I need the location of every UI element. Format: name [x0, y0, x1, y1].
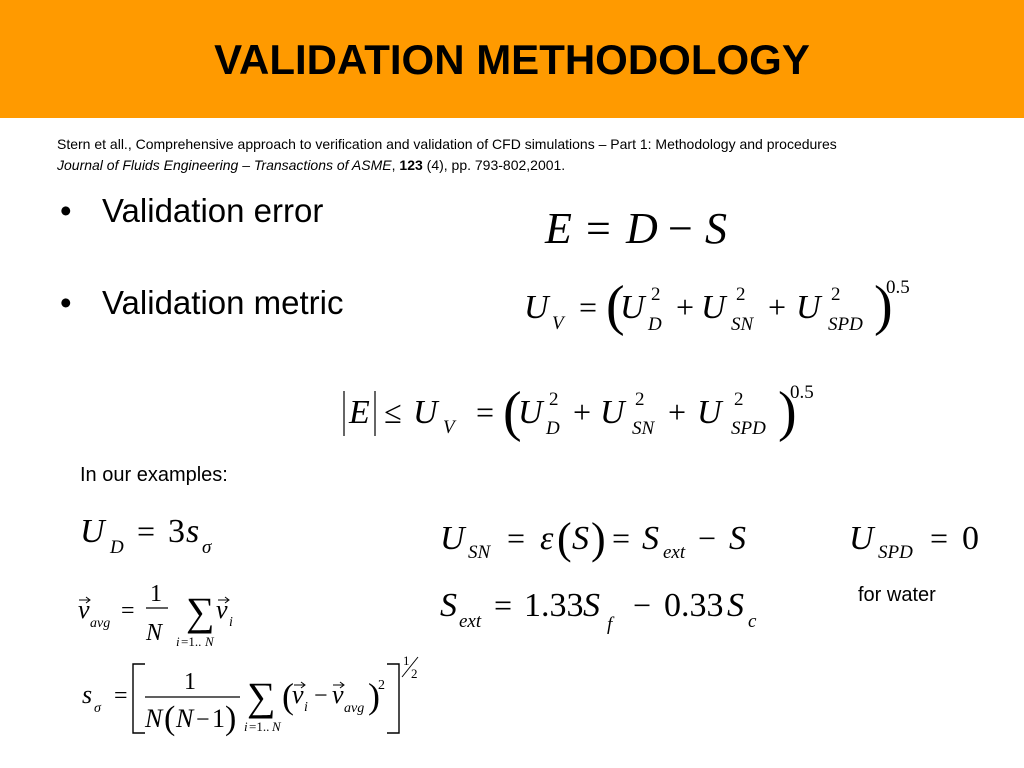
- svg-text:2: 2: [734, 389, 744, 410]
- svg-text:S: S: [440, 587, 457, 624]
- equation-validation-error: [544, 204, 727, 253]
- svg-text:): ): [225, 700, 237, 737]
- equation-validation-criterion: [344, 381, 814, 443]
- svg-text:SN: SN: [468, 542, 491, 563]
- svg-text:U: U: [697, 394, 722, 431]
- svg-text:E: E: [545, 204, 572, 253]
- svg-text:v: v: [292, 680, 304, 709]
- svg-text:−: −: [633, 587, 652, 623]
- svg-text:S: S: [705, 204, 727, 253]
- svg-text:=1..: =1..: [181, 634, 202, 649]
- svg-text:=: =: [121, 598, 135, 624]
- svg-text:=: =: [114, 683, 128, 709]
- svg-text:0.5: 0.5: [790, 382, 814, 403]
- svg-text:+: +: [668, 394, 687, 430]
- bullet-label: Validation metric: [102, 284, 344, 321]
- svg-text:V: V: [552, 313, 564, 334]
- equation-ud: [80, 513, 212, 558]
- equation-sext: [440, 587, 757, 635]
- svg-text:−: −: [698, 520, 717, 556]
- journal-volume: 123: [399, 157, 423, 173]
- svg-text:U: U: [440, 520, 465, 557]
- svg-text:): ): [778, 381, 797, 443]
- svg-text:v: v: [216, 595, 228, 624]
- svg-text:f: f: [607, 614, 613, 635]
- svg-text:≤: ≤: [384, 394, 402, 430]
- svg-text:σ: σ: [202, 537, 212, 558]
- for-water-note: for water: [858, 584, 936, 606]
- svg-text:−: −: [196, 707, 210, 733]
- svg-text:1: 1: [184, 669, 196, 695]
- svg-text:σ: σ: [94, 701, 101, 716]
- svg-text:∑: ∑: [247, 674, 276, 719]
- equation-validation-metric: [524, 275, 910, 337]
- equation-ssigma: [82, 653, 418, 737]
- svg-text:N: N: [146, 620, 163, 646]
- svg-text:c: c: [748, 611, 757, 632]
- svg-text:SPD: SPD: [828, 314, 863, 335]
- svg-text:N: N: [205, 634, 214, 649]
- svg-text:=: =: [476, 394, 495, 430]
- svg-text:2: 2: [651, 284, 661, 305]
- slide-title: VALIDATION METHODOLOGY: [214, 36, 810, 83]
- bullet-marker: •: [60, 192, 72, 229]
- svg-text:v: v: [332, 680, 344, 709]
- svg-text:S: S: [642, 520, 659, 557]
- bullet-label: Validation error: [102, 192, 324, 229]
- journal-name: Journal of Fluids Engineering – Transactions of ASME: [57, 157, 392, 173]
- svg-text:0.33: 0.33: [664, 587, 724, 624]
- equation-uspd: [849, 520, 979, 563]
- svg-text:(: (: [164, 700, 176, 737]
- svg-text:avg: avg: [90, 616, 111, 631]
- svg-text:=: =: [137, 513, 156, 549]
- svg-text:(: (: [503, 381, 522, 443]
- svg-text:U: U: [518, 394, 543, 431]
- svg-text:i: i: [229, 615, 233, 630]
- svg-text:V: V: [443, 417, 455, 438]
- svg-text:2: 2: [378, 678, 385, 693]
- svg-text:1: 1: [403, 653, 410, 668]
- bullet-marker: •: [60, 284, 72, 321]
- svg-text:+: +: [573, 394, 592, 430]
- svg-text:+: +: [768, 289, 787, 325]
- svg-text:D: D: [110, 537, 124, 558]
- reference-line-1: Stern et all., Comprehensive approach to verification and validation of CFD simulations – Part 1: Methodology and procedures: [57, 136, 837, 152]
- svg-text:N: N: [176, 704, 194, 733]
- svg-text:i: i: [304, 700, 308, 715]
- svg-text:U: U: [413, 394, 438, 431]
- svg-text:U: U: [600, 394, 625, 431]
- svg-text:U: U: [620, 289, 645, 326]
- svg-text:SN: SN: [632, 418, 655, 439]
- svg-text:SPD: SPD: [731, 418, 766, 439]
- svg-text:ext: ext: [459, 611, 482, 632]
- svg-text:v: v: [78, 595, 90, 624]
- svg-text:1: 1: [212, 704, 225, 733]
- svg-text:D: D: [626, 204, 658, 253]
- svg-text:2: 2: [549, 389, 559, 410]
- svg-text:−: −: [314, 683, 328, 709]
- svg-text:SN: SN: [731, 314, 754, 335]
- svg-text:s: s: [186, 513, 200, 550]
- svg-text:N: N: [272, 719, 281, 734]
- svg-text:S: S: [572, 520, 589, 557]
- svg-text:2: 2: [736, 284, 746, 305]
- svg-text:U: U: [524, 289, 549, 326]
- svg-text:=: =: [494, 587, 513, 623]
- svg-text:1.33: 1.33: [524, 587, 584, 624]
- svg-text:SPD: SPD: [878, 542, 913, 563]
- svg-text:U: U: [849, 520, 874, 557]
- svg-text:N: N: [145, 704, 163, 733]
- svg-text:D: D: [546, 418, 560, 439]
- svg-text:): ): [591, 514, 606, 563]
- svg-text:+: +: [676, 289, 695, 325]
- svg-text:S: S: [729, 520, 746, 557]
- svg-text:(: (: [606, 275, 625, 337]
- svg-text:E: E: [349, 394, 370, 431]
- svg-text:(: (: [282, 676, 294, 716]
- svg-text:2: 2: [831, 284, 841, 305]
- svg-text:): ): [368, 676, 380, 716]
- svg-text:(: (: [557, 514, 572, 563]
- svg-text:2: 2: [635, 389, 645, 410]
- svg-text:=: =: [586, 204, 611, 253]
- svg-text:2: 2: [411, 666, 418, 681]
- svg-text:∑: ∑: [186, 589, 215, 634]
- examples-label: In our examples:: [80, 464, 228, 486]
- svg-text:=: =: [612, 520, 631, 556]
- equation-usn: [440, 514, 746, 563]
- svg-text:1: 1: [150, 581, 162, 607]
- reference-pages: (4), pp. 793-802,2001.: [422, 157, 566, 173]
- svg-text:i: i: [244, 719, 248, 734]
- svg-text:S: S: [583, 587, 600, 624]
- svg-text:ext: ext: [663, 542, 686, 563]
- svg-text:D: D: [648, 314, 662, 335]
- svg-text:0.5: 0.5: [886, 277, 910, 298]
- svg-text:U: U: [80, 513, 105, 550]
- svg-text:3: 3: [168, 513, 185, 550]
- svg-text:=: =: [507, 520, 526, 556]
- svg-text:i: i: [176, 634, 180, 649]
- svg-text:): ): [874, 275, 893, 337]
- svg-text:avg: avg: [344, 701, 365, 716]
- svg-text:ε: ε: [540, 520, 554, 557]
- svg-text:s: s: [82, 680, 93, 709]
- svg-text:0: 0: [962, 520, 979, 557]
- reference-separator: ,: [391, 157, 400, 173]
- svg-text:U: U: [701, 289, 726, 326]
- svg-text:S: S: [727, 587, 744, 624]
- svg-text:=: =: [930, 520, 949, 556]
- svg-text:U: U: [796, 289, 821, 326]
- svg-text:=: =: [579, 289, 598, 325]
- svg-text:=1..: =1..: [249, 719, 270, 734]
- equation-vavg: [78, 581, 233, 649]
- svg-text:−: −: [668, 204, 693, 253]
